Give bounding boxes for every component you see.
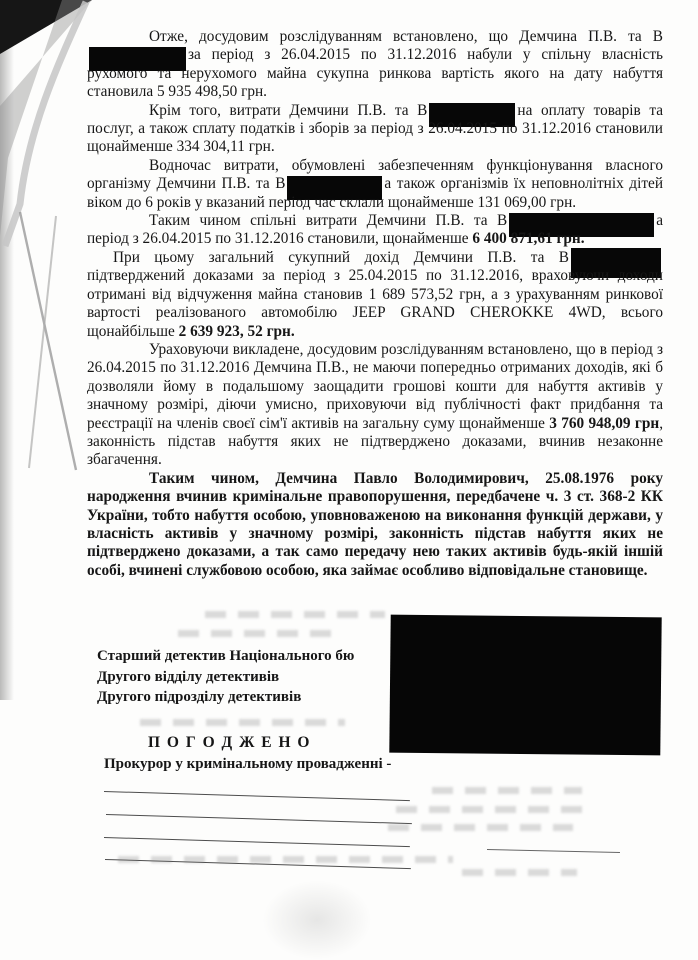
text-segment: Ураховуючи викладене, досудовим розслідуванням встановлено, що в період з 26.04.2015 по 31.12.2016 Демчина П.В., не маючи попередньо отриманих доходів, які б дозволяли йому в подальшому заощадити грошові кошти для набуття активів у значному розмірі, діючи умисно, приховуючи від публічності факт придбання та реєстрації на членів своєї сім'ї активів на загальну суму щонайменше: [87, 340, 663, 432]
signature-line: [104, 791, 410, 801]
text-segment: Водночас витрати, обумовлені забезпеченням функціонування власного організму Демчини П.В. та В: [87, 156, 663, 193]
paragraph-expenses-goods: [87, 102, 663, 157]
text-segment: , законність підстав набуття яких не підтверджено доказами, вчинив незаконне збагачення.: [87, 414, 664, 469]
text-segment: Таким чином спільні витрати Демчини П.В. та В: [149, 212, 508, 230]
signature-line-short: [487, 849, 620, 853]
large-redaction-box: [389, 615, 661, 756]
bleed-through-text: [140, 719, 345, 726]
paragraph-living-expenses: [87, 157, 663, 212]
bleed-through-text: [462, 869, 577, 876]
amount-total-income: 2 639 923, 52 грн.: [178, 322, 295, 340]
text-segment: Отже, досудовим розслідуванням встановлено, що Демчина П.В. та В: [149, 28, 663, 45]
text-segment: а також організмів їх неповнолітніх дітей віком до 6 років у вказаний період час склали щонайменше 131 069,00 грн.: [87, 175, 663, 211]
scan-smudge: [262, 880, 372, 960]
approval-heading: П О Г О Д Ж Е Н О: [148, 734, 311, 751]
paragraph-criminal-offense: [87, 470, 663, 580]
signature-line: [106, 814, 412, 824]
amount-unconfirmed-assets: 3 760 948,09 грн: [549, 414, 660, 432]
text-segment: за період з 26.04.2015 по 31.12.2016 набули у спільну власність рухомого та нерухомого майна сукупна ринкова вартість якого на дату набуття становила 5 935 498,50 грн.: [87, 46, 663, 101]
text-segment: на оплату товарів та послуг, а також сплату податків і зборів за період з 26.04.2015 по 31.12.2016 становили щонайменше 334 304,11 грн.: [87, 101, 663, 156]
document-body: [87, 28, 663, 580]
bleed-through-text: [178, 630, 338, 637]
signature-line: [105, 859, 411, 869]
text-segment: Крім того, витрати Демчини П.В. та В: [149, 101, 428, 119]
paragraph-total-expenses: [87, 212, 663, 249]
paragraph-illicit-enrichment: [87, 341, 663, 470]
text-segment: а період з 26.04.2015 по 31.12.2016 становили, щонайменше: [87, 212, 663, 248]
bleed-through-text: [396, 806, 586, 813]
bleed-through-text: [388, 824, 573, 831]
text-segment: підтверджений доказами за період з 25.04.2015 по 31.12.2016, враховуючи доходи отримані від відчуження майна становив 1 689 573,52 грн, а з урахуванням ринкової вартості реалізованого автомобілю JEEP GRAND CHEROKKE 4WD, всього щонайбільше: [87, 267, 663, 340]
amount-total-expenses: 6 400 871,61 грн.: [472, 230, 585, 248]
prosecutor-line: Прокурор у кримінальному провадженні -: [104, 756, 392, 772]
signatory-block: [97, 646, 354, 708]
text-segment-bold: Таким чином, Демчина Павло Володимирович, 25.08.1976 року народження вчинив кримінальне правопорушення, передбачене ч. 3 ст. 368-2 КК України, тобто набуття особою, уповноваженою на виконання функцій держави, у власність активів у значному розмірі, законність підстав набуття яких не підтверджено доказами, а так само передачу нею таких активів будь-якій іншій особі, вчинені службовою особою, яка займає особливо відповідальне становище.: [87, 469, 663, 579]
signatory-title-line-2: Другого відділу детективів: [97, 668, 280, 685]
paragraph-total-income: [87, 249, 663, 341]
bleed-through-text: [432, 787, 582, 794]
signature-line: [104, 837, 410, 847]
paragraph-joint-property: [87, 28, 663, 102]
signatory-title-line-1: Старший детектив Національного бю: [97, 648, 355, 664]
signatory-title-line-3: Другого підрозділу детективів: [97, 689, 302, 705]
text-segment: При цьому загальний сукупний дохід Демчини П.В. та В: [113, 248, 569, 266]
bleed-through-text: [118, 856, 453, 863]
bleed-through-text: [205, 611, 385, 618]
